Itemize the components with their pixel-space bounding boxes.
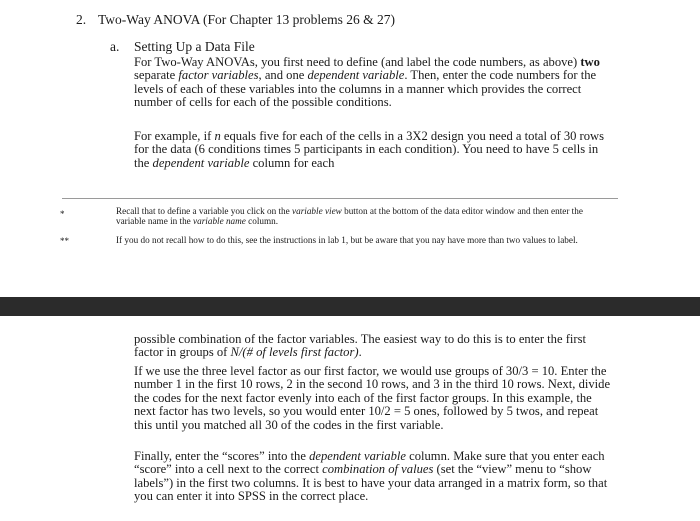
footnote-1-mark: * — [60, 209, 65, 219]
footnote-1-text: Recall that to define a variable you click on the variable view button at the bottom of the data editor window and then enter the variable name in the variable name column. — [116, 206, 583, 226]
footnote-2-mark: ** — [60, 236, 69, 246]
subsection-label: a. — [110, 39, 120, 54]
section-number: 2. — [76, 12, 87, 27]
paragraph-three-level-factor: If we use the three level factor as our first factor, we would use groups of 30/3 = 10. Enter the number 1 in the first 10 rows, 2 in the second 10 rows, and 3 in the third 10 rows. Next, divide the codes for the next factor evenly into each of the first factor groups. In this example, the next factor has two levels, so you would enter 10/2 = 5 ones, followed by 5 twos, and repeat this until you matched all 30 of the codes in the first variable. — [134, 364, 611, 432]
paragraph-define-variables: For Two-Way ANOVAs, you first need to define (and label the code numbers, as above) two separate factor variables, and one dependent variable. Then, enter the code numbers for the levels of each of these variables into the columns in a manner which provides the correct number of cells for each of the possible conditions. — [134, 55, 600, 110]
paragraph-first-factor: possible combination of the factor variables. The easiest way to do this is to enter the first factor in groups of N/(# of levels first factor). — [134, 332, 586, 360]
footnote-2-text: If you do not recall how to do this, see the instructions in lab 1, but be aware that you nay have more than two values to label. — [116, 235, 578, 245]
paragraph-enter-scores: Finally, enter the “scores” into the dependent variable column. Make sure that you enter each “score” into a cell next to the correct combination of values (set the “view” menu to “show labels”) in the first two columns. It is best to have your data arranged in a matrix form, so that you can enter it into SPSS in the correct place. — [134, 449, 608, 504]
footnote-divider — [62, 198, 618, 199]
subsection-title: Setting Up a Data File — [134, 39, 255, 54]
section-title: Two-Way ANOVA (For Chapter 13 problems 26 & 27) — [98, 12, 395, 27]
paragraph-example: For example, if n equals five for each of the cells in a 3X2 design you need a total of 30 rows for the data (6 conditions times 5 participants in each condition). You need to have 5 cells in the dependent variable column for each — [134, 129, 605, 170]
page-break-band — [0, 297, 700, 316]
